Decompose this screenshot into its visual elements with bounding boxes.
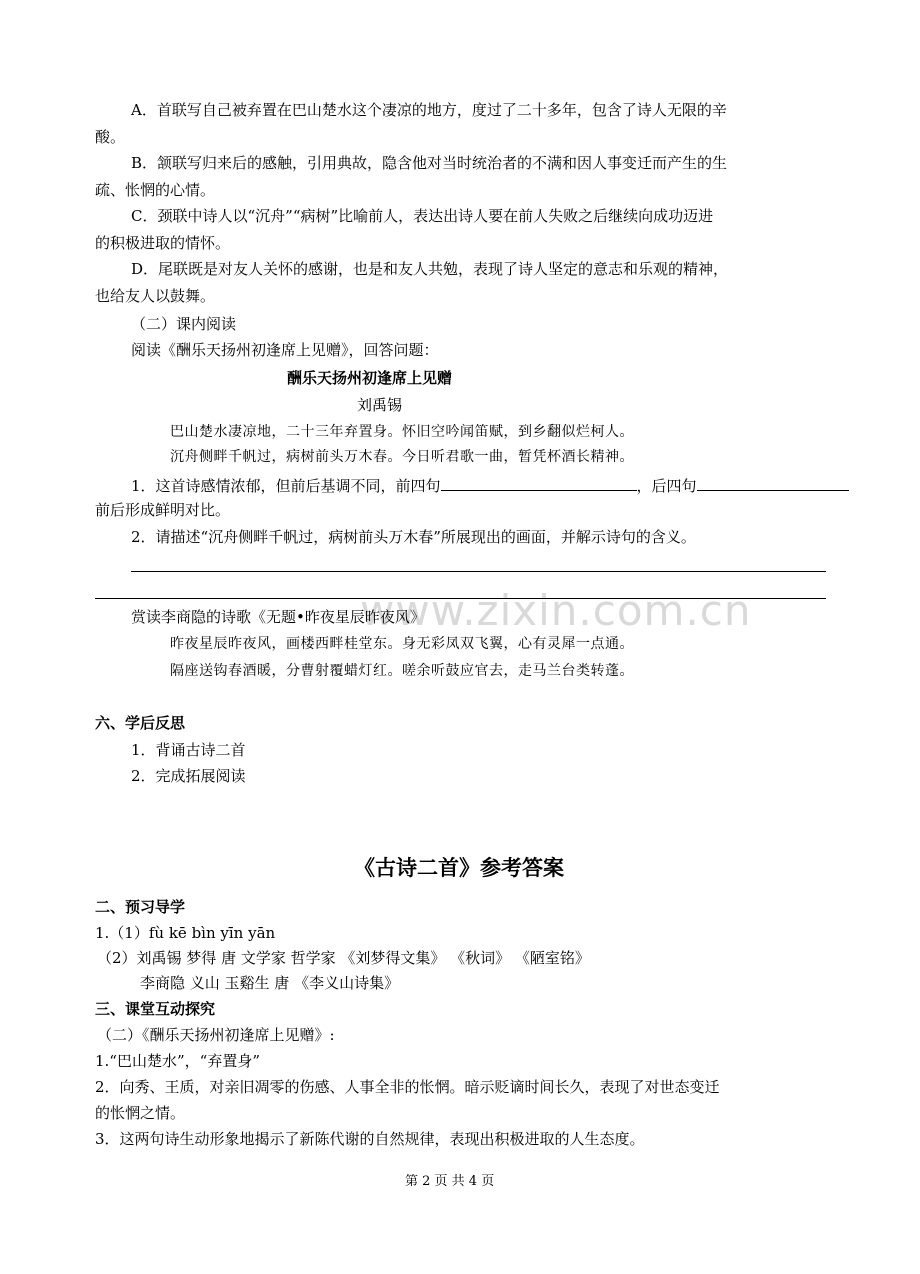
answer-blank-1[interactable]	[441, 474, 637, 491]
answers-title: 《古诗二首》参考答案	[354, 855, 564, 880]
poem-author: 刘禹锡	[357, 396, 403, 414]
answer-2-line-1: （2）刘禹锡 梦得 唐 文学家 哲学家 《刘梦得文集》 《秋词》 《陋室铭》	[97, 949, 590, 967]
answer-1-pinyin: 1.（1）fù kē bìn yīn yān	[95, 924, 276, 942]
answer-item-2-line-2: 的怅惘之情。	[95, 1104, 186, 1122]
question-2: 2．请描述“沉舟侧畔千帆过，病树前头万木春”所展现出的画面，并解示诗句的含义。	[131, 528, 696, 546]
question-1-part-b: ，后四句	[636, 477, 697, 495]
option-c-line1: C．颈联中诗人以“沉舟”“病树”比喻前人，表达出诗人要在前人失败之后继续向成功迈进	[131, 207, 714, 225]
answer-item-2-line-1: 2．向秀、王质，对亲旧凋零的伤感、人事全非的怅惘。暗示贬谪时间长久，表现了对世态变迁	[95, 1078, 720, 1096]
extension-poem-line-1: 昨夜星辰昨夜风，画楼西畔桂堂东。身无彩凤双飞翼，心有灵犀一点通。	[170, 636, 634, 652]
question-1-part-a: 1．这首诗感情浓郁，但前后基调不同，前四句	[131, 477, 441, 495]
poem-line-2: 沉舟侧畔千帆过，病树前头万木春。今日听君歌一曲，暂凭杯酒长精神。	[170, 449, 634, 465]
extension-poem-line-2: 隔座送钩春酒暖，分曹射覆蜡灯红。嗟余听鼓应官去，走马兰台类转蓬。	[170, 663, 634, 679]
page-footer: 第 2 页 共 4 页	[405, 1174, 495, 1189]
option-b-line1: B．颔联写归来后的感触，引用典故，隐含他对当时统治者的不满和因人事变迁而产生的生	[131, 154, 728, 172]
question-1-end: 前后形成鲜明对比。	[95, 501, 231, 519]
extension-intro: 赏读李商隐的诗歌《无题•昨夜星辰昨夜风》	[131, 608, 425, 626]
reflection-heading: 六、学后反思	[95, 714, 186, 732]
answers-heading-3: 三、课堂互动探究	[95, 1000, 216, 1018]
option-d-line2: 也给友人以鼓舞。	[95, 287, 216, 305]
reading-instruction: 阅读《酬乐天扬州初逢席上见赠》，回答问题：	[131, 341, 439, 359]
answer-2-line-2: 李商隐 义山 玉谿生 唐 《李义山诗集》	[140, 974, 400, 992]
option-a-line1: A．首联写自己被弃置在巴山楚水这个凄凉的地方，度过了二十多年，包含了诗人无限的辛	[131, 101, 727, 119]
answers-heading-2: 二、预习导学	[95, 898, 186, 916]
answers-subheading: （二）《酬乐天扬州初逢席上见赠》:	[97, 1026, 335, 1044]
question-1	[131, 474, 849, 496]
option-b-line2: 疏、怅惘的心情。	[95, 181, 216, 199]
answer-blank-2[interactable]	[697, 474, 849, 491]
option-a-line2: 酸。	[95, 128, 126, 146]
reflection-item-1: 1．背诵古诗二首	[131, 741, 246, 759]
answer-line-1[interactable]	[131, 571, 826, 572]
answer-item-3: 3．这两句诗生动形象地揭示了新陈代谢的自然规律，表现出积极进取的人生态度。	[95, 1130, 645, 1148]
poem-title: 酬乐天扬州初逢席上见赠	[287, 369, 453, 387]
option-c-line2: 的积极进取的情怀。	[95, 234, 231, 252]
poem-line-1: 巴山楚水凄凉地，二十三年弃置身。怀旧空吟闻笛赋，到乡翻似烂柯人。	[170, 424, 634, 440]
reflection-item-2: 2．完成拓展阅读	[131, 767, 246, 785]
section-heading: （二）课内阅读	[131, 315, 237, 333]
option-d-line1: D．尾联既是对友人关怀的感谢，也是和友人共勉，表现了诗人坚定的意志和乐观的精神，	[131, 260, 729, 278]
answer-item-1: 1.“巴山楚水”，“弃置身”	[95, 1052, 260, 1070]
watermark: www.zixin.com.cn	[360, 586, 752, 635]
